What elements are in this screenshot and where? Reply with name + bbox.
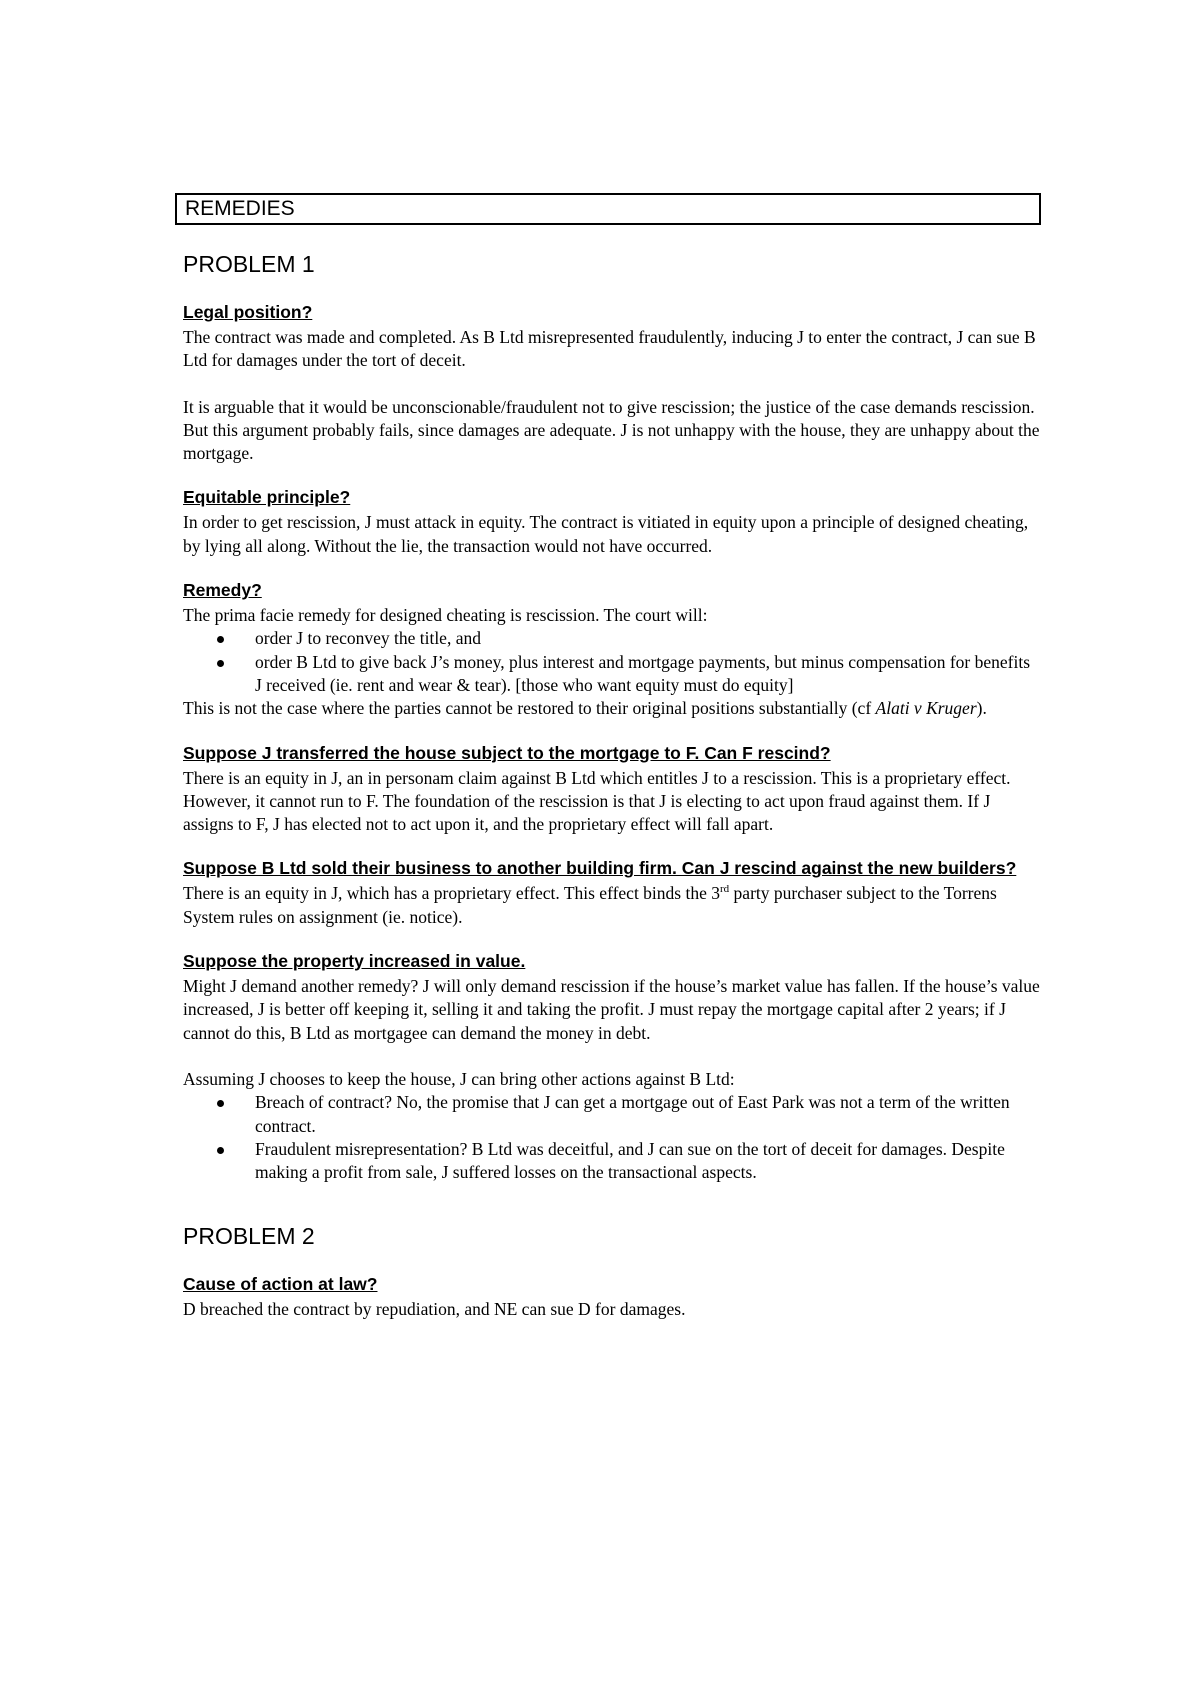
cause-of-action-heading: Cause of action at law? <box>183 1274 378 1295</box>
legal-position-paragraph-2: It is arguable that it would be unconscionable/fraudulent not to give rescission; the justice of the case demands rescission. But this argument probably fails, since damages are adequate. J is not unhappy with the house, they are unhappy about the mortgage. <box>183 396 1040 464</box>
legal-position-paragraph-1: The contract was made and completed. As B Ltd misrepresented fraudulently, inducing J to enter the contract, J can sue B Ltd for damages under the tort of deceit. <box>183 327 1036 371</box>
title-banner: REMEDIES <box>175 193 1041 225</box>
remedy-closing-text-a: This is not the case where the parties cannot be restored to their original positions substantially (cf <box>183 698 876 719</box>
cause-of-action-paragraph: D breached the contract by repudiation, and NE can sue D for damages. <box>183 1299 686 1320</box>
business-sold-text-a: There is an equity in J, which has a proprietary effect. This effect binds the 3 <box>183 883 720 904</box>
list-item <box>183 627 1041 650</box>
list-item-text: order J to reconvey the title, and <box>255 628 481 649</box>
property-value-paragraph-1: Might J demand another remedy? J will only demand rescission if the house’s market value has fallen. If the house’s value increased, J is better off keeping it, selling it and taking the profit. J must repay the mortgage capital after 2 years; if J cannot do this, B Ltd as mortgagee can demand the money in debt. <box>183 976 1040 1043</box>
list-item <box>183 1091 1041 1138</box>
equitable-principle-paragraph: In order to get rescission, J must attack in equity. The contract is vitiated in equity upon a principle of designed cheating, by lying all along. Without the lie, the transaction would not have occurred. <box>183 512 1029 556</box>
remedy-intro-paragraph: The prima facie remedy for designed cheating is rescission. The court will: <box>183 605 708 626</box>
list-item-text: Breach of contract? No, the promise that J can get a mortgage out of East Park was not a term of the written contract. <box>255 1092 1010 1136</box>
list-item-text: Fraudulent misrepresentation? B Ltd was deceitful, and J can sue on the tort of deceit for damages. Despite making a profit from sale, J suffered losses on the transactional aspects. <box>255 1138 1005 1183</box>
list-item <box>183 651 1041 698</box>
remedy-closing-paragraph <box>183 697 1041 720</box>
bullet-icon <box>217 636 224 643</box>
case-citation: Alati v Kruger <box>875 698 977 719</box>
ordinal-suffix: rd <box>720 883 730 896</box>
remedy-closing-text-b: ). <box>976 698 987 719</box>
problem-1-heading: PROBLEM 1 <box>183 251 315 277</box>
business-sold-text-b: party purchaser subject to the Torrens System rules on assignment (ie. notice). <box>183 883 997 927</box>
remedy-heading: Remedy? <box>183 580 262 601</box>
bullet-icon <box>217 1147 224 1154</box>
document-content <box>183 193 1041 1322</box>
list-item-text: order B Ltd to give back J’s money, plus interest and mortgage payments, but minus compensation for benefits J received (ie. rent and wear & tear). [those who want equity must do equity] <box>255 651 1031 695</box>
remedy-list <box>183 627 1041 697</box>
bullet-icon <box>217 1100 224 1107</box>
property-value-paragraph-2: Assuming J chooses to keep the house, J can bring other actions against B Ltd: <box>183 1068 735 1089</box>
transfer-to-f-paragraph: There is an equity in J, an in personam claim against B Ltd which entitles J to a rescission. This is a proprietary effect. However, it cannot run to F. The foundation of the rescission is that J is electing to act upon fraud against them. If J assigns to F, J has elected not to act upon it, and the proprietary effect will fall apart. <box>183 767 1011 835</box>
bullet-icon <box>217 660 224 667</box>
business-sold-heading: Suppose B Ltd sold their business to another building firm. Can J rescind against the new builders? <box>183 858 1017 879</box>
transfer-to-f-heading: Suppose J transferred the house subject to the mortgage to F. Can F rescind? <box>183 742 831 763</box>
business-sold-paragraph <box>183 882 1041 929</box>
property-value-heading: Suppose the property increased in value. <box>183 951 526 972</box>
other-actions-list <box>183 1091 1041 1184</box>
list-item <box>183 1138 1041 1185</box>
equitable-principle-heading: Equitable principle? <box>183 487 351 508</box>
legal-position-heading: Legal position? <box>183 302 313 322</box>
problem-2-heading: PROBLEM 2 <box>183 1223 315 1250</box>
